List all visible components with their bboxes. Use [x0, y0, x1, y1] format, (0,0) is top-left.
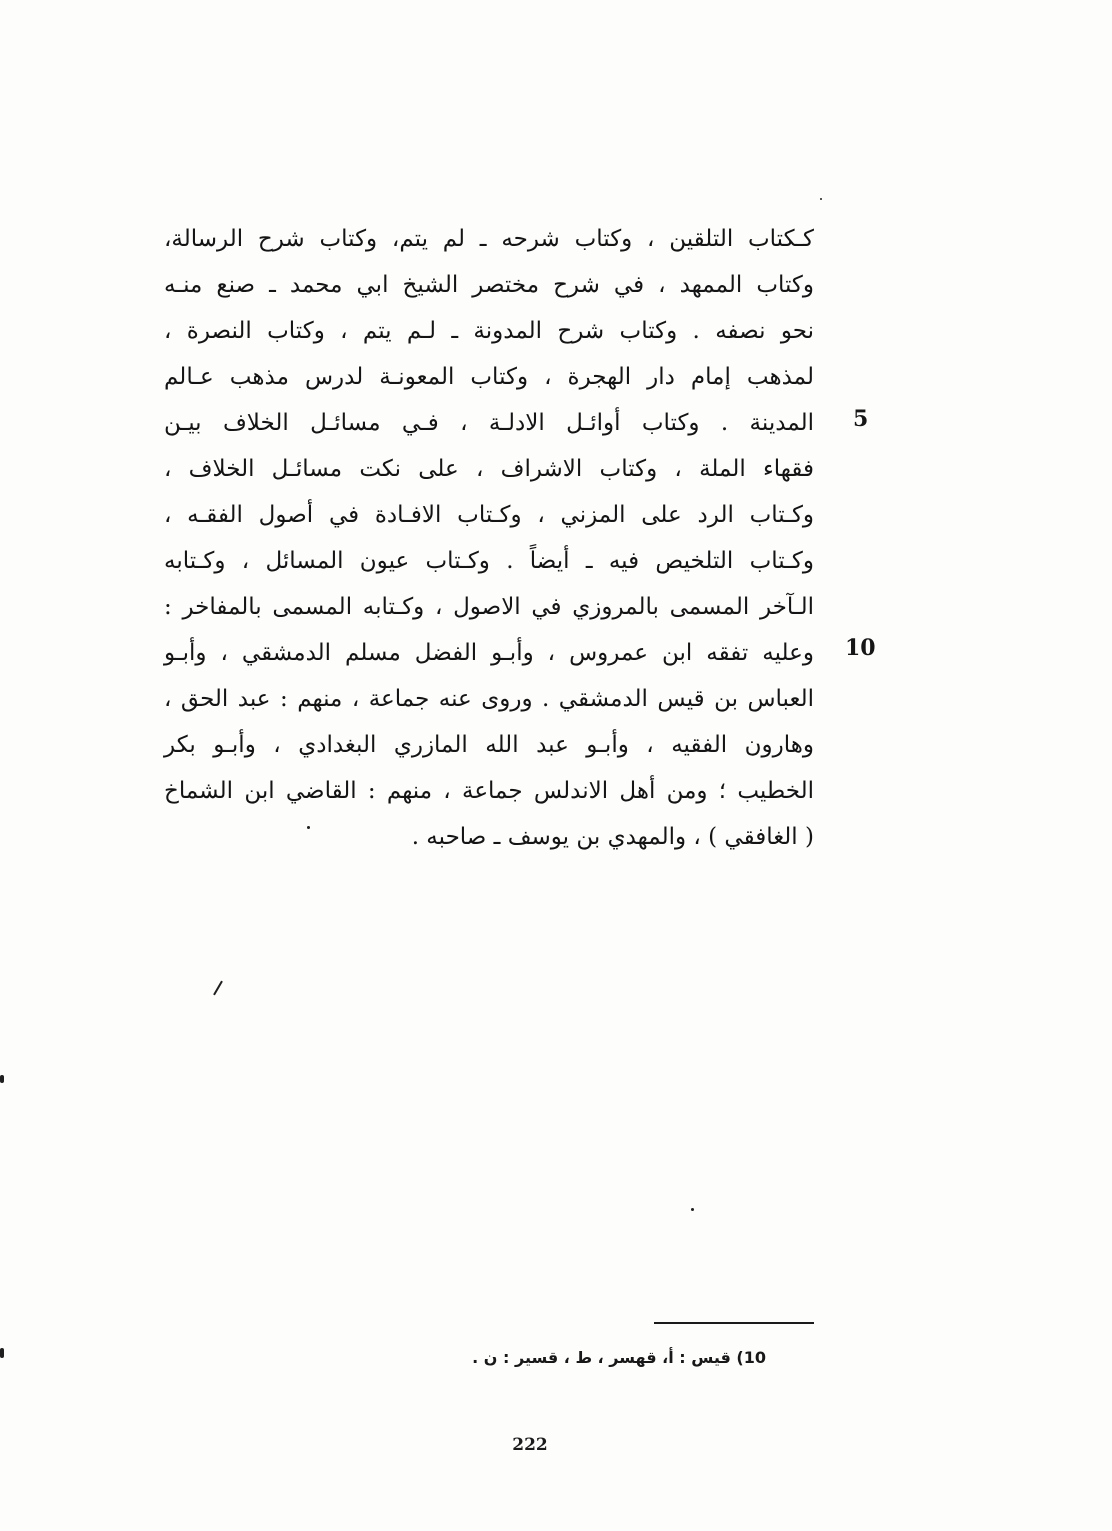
text-line-6: فقهاء الملة ، وكتاب الاشراف ، على نكت مسائـل الخلاف ،: [164, 456, 814, 482]
line-number-10: 10: [845, 635, 876, 661]
footnote-text: 10) قيس : أ، قهسر ، ط ، قسير : ن .: [472, 1348, 766, 1367]
text-line-5: المدينة . وكتاب أوائـل الادلـة ، فـي مسائـل الخلاف بيـن: [164, 410, 814, 436]
text-line-11: العباس بن قيس الدمشقي . وروى عنه جماعة ، منهم : عبد الحق ،: [164, 686, 814, 712]
edge-mark: [0, 1348, 4, 1358]
line-number-5: 5: [853, 406, 869, 432]
speck-mark: [691, 1208, 694, 1211]
speck-mark: [307, 826, 310, 829]
text-line-13: الخطيب ؛ ومن أهل الاندلس جماعة ، منهم : القاضي ابن الشماخ: [164, 778, 814, 804]
text-line-14: ( الغافقي ) ، والمهدي بن يوسف ـ صاحبه .: [411, 824, 814, 850]
text-line-7: وكـتاب الرد على المزني ، وكـتاب الافـادة في أصول الفقـه ،: [164, 502, 814, 528]
page-number: 222: [512, 1435, 548, 1455]
text-line-1: كـكتاب التلقين ، وكتاب شرحه ـ لم يتم، وكتاب شرح الرسالة،: [164, 226, 814, 252]
text-line-12: وهارون الفقيه ، وأبـو عبد الله المازري البغدادي ، وأبـو بكر: [164, 732, 814, 758]
text-line-4: لمذهب إمام دار الهجرة ، وكتاب المعونـة لدرس مذهب عـالم: [164, 364, 814, 390]
text-line-3: نحو نصفه . وكتاب شرح المدونة ـ لـم يتم ، وكتاب النصرة ،: [164, 318, 814, 344]
footnote-rule: [654, 1322, 814, 1324]
text-line-2: وكتاب الممهد ، في شرح مختصر الشيخ ابي محمد ـ صنع منـه: [164, 272, 814, 298]
text-line-9: الـآخر المسمى بالمروزي في الاصول ، وكـتابه المسمى بالمفاخر :: [164, 594, 814, 620]
edge-mark: [0, 1075, 4, 1083]
text-line-8: وكـتاب التلخيص فيه ـ أيضاً . وكـتاب عيون المسائل ، وكـتابه: [164, 548, 814, 574]
speck-mark: [820, 198, 822, 200]
text-line-10: وعليه تفقه ابن عمروس ، وأبـو الفضل مسلم الدمشقي ، وأبـو: [164, 640, 814, 666]
